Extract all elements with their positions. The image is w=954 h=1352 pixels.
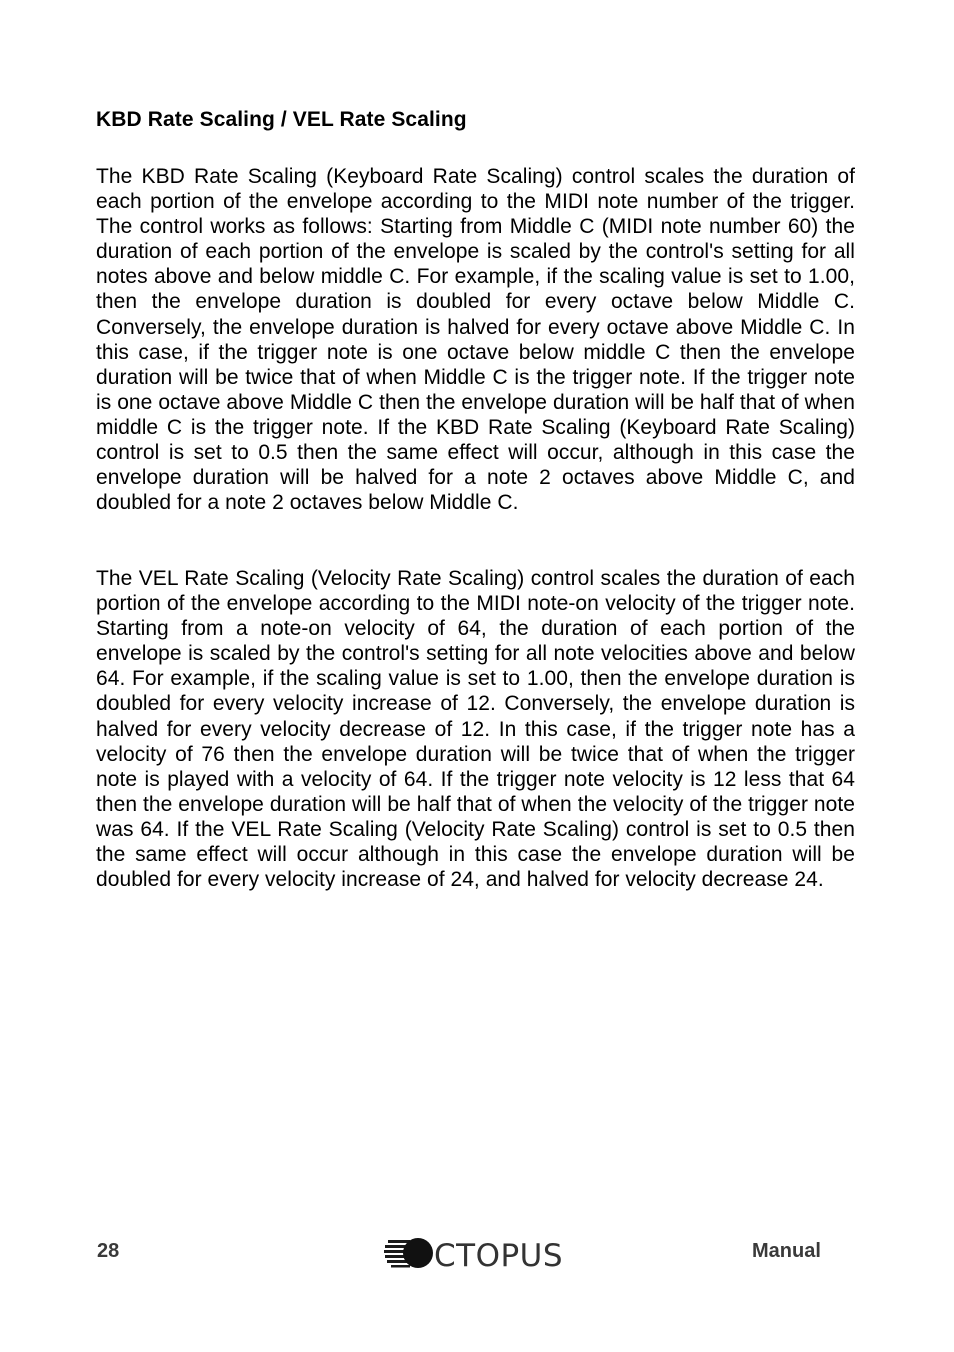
document-label: Manual — [752, 1240, 821, 1262]
section-title: KBD Rate Scaling / VEL Rate Scaling — [96, 108, 467, 131]
octopus-logo-icon — [384, 1238, 433, 1268]
octopus-logo — [384, 1234, 574, 1272]
paragraph-kbd-rate-scaling: The KBD Rate Scaling (Keyboard Rate Scaling) control scales the duration of each portion of the envelope according to the MIDI note number of the trigger. The control works as follows: Starting from Middle C (MIDI note number 60) the duration of each portion of the envelope is scaled by the control's setting for all notes above and below middle C. For example, if the scaling value is set to 1.00, then the envelope duration is doubled for every octave below Middle C. Conversely, the envelope duration is halved for every octave above Middle C. In this case, if the trigger note is one octave below middle C then the envelope duration will be twice that of when Middle C is the trigger note. If the trigger note is one octave above Middle C then the envelope duration will be half that of when middle C is the trigger note. If the KBD Rate Scaling (Keyboard Rate Scaling) control is set to 0.5 then the same effect will occur, although in this case the envelope duration will be halved for a note 2 octaves above Middle C, and doubled for a note 2 octaves below Middle C. — [96, 165, 855, 515]
logo-wordmark: CTOPUS — [434, 1238, 564, 1272]
paragraph-vel-rate-scaling: The VEL Rate Scaling (Velocity Rate Scaling) control scales the duration of each portion of the envelope according to the MIDI note-on velocity of the trigger note. Starting from a note-on velocity of 64, the duration of each portion of the envelope is scaled by the control's setting for all note velocities above and below 64. For example, if the scaling value is set to 1.00, then the envelope duration is doubled for every velocity increase of 12. Conversely, the envelope duration is halved for every velocity decrease of 12. In this case, if the trigger note has a velocity of 76 then the envelope duration will be twice that of when the trigger note is played with a velocity of 64. If the trigger note velocity is 12 less that 64 then the envelope duration will be half that of when the velocity of the trigger note was 64. If the VEL Rate Scaling (Velocity Rate Scaling) control is set to 0.5 then the same effect will occur although in this case the envelope duration will be doubled for every velocity increase of 24, and halved for velocity decrease 24. — [96, 567, 855, 892]
page-number: 28 — [97, 1240, 120, 1262]
